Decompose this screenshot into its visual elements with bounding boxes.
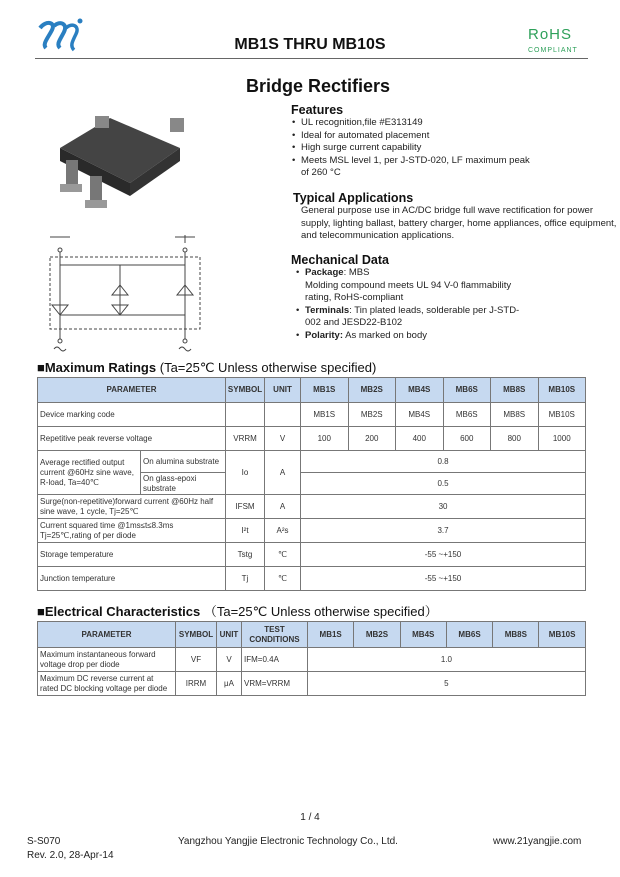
electrical-heading: [37, 604, 438, 619]
symbol-cell: VRRM: [226, 427, 265, 451]
value-cell: MB2S: [348, 403, 396, 427]
value-cell: 800: [491, 427, 539, 451]
applications-heading: Typical Applications: [293, 191, 414, 205]
col-header: SYMBOL: [176, 622, 217, 648]
value-cell: 3.7: [301, 519, 586, 543]
package-label: Package: [305, 267, 344, 278]
applications-section: [293, 191, 618, 243]
col-header: MB2S: [354, 622, 400, 648]
electrical-table: [37, 621, 586, 696]
mechanical-item-package: [295, 267, 591, 305]
col-header: UNIT: [265, 378, 301, 403]
max-ratings-title: ■Maximum Ratings: [37, 360, 157, 375]
value-cell: MB8S: [491, 403, 539, 427]
col-header: MB1S: [308, 622, 354, 648]
max-ratings-table: [37, 377, 586, 591]
unit-cell: ℃: [265, 543, 301, 567]
rohs-label: RoHS: [528, 26, 573, 43]
max-ratings-heading: [37, 360, 376, 375]
col-header: MB10S: [538, 378, 586, 403]
table-row: [38, 519, 586, 543]
symbol-cell: IRRM: [176, 672, 217, 696]
unit-cell: V: [217, 648, 242, 672]
col-header: MB2S: [348, 378, 396, 403]
table-row: [38, 451, 586, 473]
table-row: [38, 567, 586, 591]
col-header: PARAMETER: [38, 378, 226, 403]
symbol-cell: I²t: [226, 519, 265, 543]
electrical-condition: （Ta=25℃ Unless otherwise specified）: [203, 604, 438, 619]
polarity-label: Polarity:: [305, 329, 344, 341]
condition-cell: VRM=VRRM: [242, 672, 308, 696]
symbol-cell: Tstg: [226, 543, 265, 567]
mechanical-heading: Mechanical Data: [291, 253, 389, 267]
value-cell: 400: [396, 427, 444, 451]
unit-cell: μA: [217, 672, 242, 696]
col-header: MB6S: [446, 622, 492, 648]
feature-item: • Ideal for automated placement: [291, 130, 611, 143]
feature-item: • Meets MSL level 1, per J-STD-020, LF maximum peak of 260 °C: [291, 155, 531, 180]
param-cell: Average rectified output current @60Hz sine wave, R-load, Ta=40℃: [38, 451, 141, 495]
table-row: [38, 495, 586, 519]
col-header: MB4S: [400, 622, 446, 648]
unit-cell: V: [265, 427, 301, 451]
document-title: MB1S THRU MB10S: [234, 36, 386, 53]
param-cell: Maximum instantaneous forward voltage drop per diode: [38, 648, 176, 672]
col-header: MB1S: [301, 378, 349, 403]
symbol-cell: Io: [226, 451, 265, 495]
features-heading: Features: [291, 103, 344, 117]
col-header: PARAMETER: [38, 622, 176, 648]
polarity-value: As marked on body: [343, 329, 427, 341]
value-cell: MB6S: [443, 403, 491, 427]
param-cell: Junction temperature: [38, 567, 226, 591]
header-divider: [35, 58, 588, 59]
unit-cell: ℃: [265, 567, 301, 591]
page-number: 1 / 4: [300, 812, 320, 823]
terminals-value: : Tin plated leads, solderable per J-STD-002 and JESD22-B102: [305, 304, 520, 329]
feature-item: • High surge current capability: [291, 142, 611, 155]
value-cell: MB4S: [396, 403, 444, 427]
value-cell: MB1S: [301, 403, 349, 427]
value-cell: 0.5: [301, 473, 586, 495]
param-cell: Device marking code: [38, 403, 226, 427]
electrical-title: ■Electrical Characteristics: [37, 604, 201, 619]
max-ratings-condition: (Ta=25℃ Unless otherwise specified): [159, 360, 377, 375]
value-cell: 30: [301, 495, 586, 519]
param-cell: Repetitive peak reverse voltage: [38, 427, 226, 451]
feature-item: • UL recognition,file #E313149: [291, 117, 611, 130]
table-row: [38, 403, 586, 427]
col-header: SYMBOL: [226, 378, 265, 403]
package-value: : MBS: [343, 267, 370, 278]
param-cell: Surge(non-repetitive)forward current @60Hz half sine wave, 1 cycle, Tj=25℃: [38, 495, 226, 519]
company-name: Yangzhou Yangjie Electronic Technology Co., Ltd.: [178, 836, 398, 847]
subparam-cell: On glass-epoxi substrate: [141, 473, 226, 495]
table-row: [38, 648, 586, 672]
terminals-label: Terminals: [305, 304, 350, 316]
col-header: MB8S: [491, 378, 539, 403]
unit-cell: A²s: [265, 519, 301, 543]
col-header: MB6S: [443, 378, 491, 403]
value-cell: MB10S: [538, 403, 586, 427]
col-header: MB8S: [493, 622, 539, 648]
unit-cell: A: [265, 451, 301, 495]
param-cell: Current squared time @1ms≤t≤8.3ms Tj=25℃,rating of per diode: [38, 519, 226, 543]
symbol-cell: VF: [176, 648, 217, 672]
value-cell: 600: [443, 427, 491, 451]
package-image: [40, 108, 200, 218]
table-row: [38, 543, 586, 567]
mechanical-section: [291, 253, 591, 343]
revision: Rev. 2.0, 28-Apr-14: [27, 850, 114, 861]
applications-text: General purpose use in AC/DC bridge full wave rectification for power supply, lighting ballast, battery charger, home appliances, office equipment, and telecommunication applications.: [301, 205, 617, 242]
circuit-diagram: [40, 235, 210, 355]
package-extra: Molding compound meets UL 94 V-0 flammability rating, RoHS-compliant: [305, 279, 512, 304]
doc-number: S-S070: [27, 836, 61, 847]
param-cell: Maximum DC reverse current at rated DC blocking voltage per diode: [38, 672, 176, 696]
value-cell: 0.8: [301, 451, 586, 473]
table-row: [38, 672, 586, 696]
value-cell: 200: [348, 427, 396, 451]
unit-cell: A: [265, 495, 301, 519]
symbol-cell: IFSM: [226, 495, 265, 519]
value-cell: -55 ~+150: [301, 543, 586, 567]
mechanical-item-terminals: [295, 305, 525, 330]
table-row: [38, 427, 586, 451]
col-header: UNIT: [217, 622, 242, 648]
website-link[interactable]: www.21yangjie.com: [493, 836, 582, 847]
condition-cell: IFM=0.4A: [242, 648, 308, 672]
col-header: TEST CONDITIONS: [242, 622, 308, 648]
value-cell: 100: [301, 427, 349, 451]
compliant-label: COMPLIANT: [528, 47, 578, 54]
page-subtitle: Bridge Rectifiers: [246, 76, 391, 96]
features-section: [291, 103, 611, 180]
param-cell: Storage temperature: [38, 543, 226, 567]
value-cell: 5: [308, 672, 586, 696]
col-header: MB4S: [396, 378, 444, 403]
value-cell: 1.0: [308, 648, 586, 672]
value-cell: -55 ~+150: [301, 567, 586, 591]
mechanical-item-polarity: [295, 330, 591, 343]
symbol-cell: Tj: [226, 567, 265, 591]
col-header: MB10S: [539, 622, 585, 648]
subparam-cell: On alumina substrate: [141, 451, 226, 473]
value-cell: 1000: [538, 427, 586, 451]
